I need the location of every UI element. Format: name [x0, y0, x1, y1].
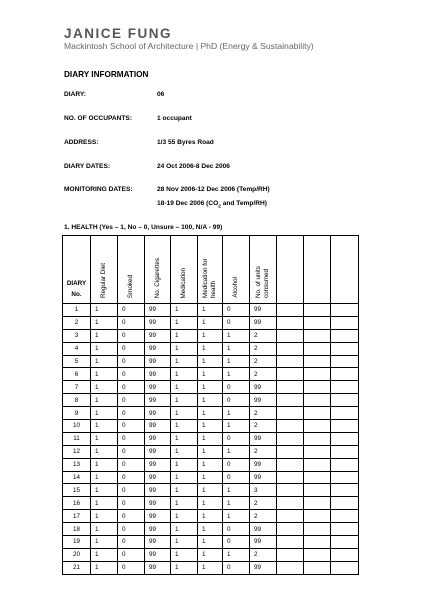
table-cell: 0 [223, 432, 250, 445]
table-cell: 2 [250, 407, 277, 420]
table-cell: 0 [118, 407, 145, 420]
col-header-smoked: Smoked [118, 236, 145, 304]
empty-cell [304, 561, 331, 574]
table-cell: 1 [223, 329, 250, 342]
table-cell: 1 [198, 407, 223, 420]
row-diary-no: 20 [63, 548, 91, 561]
occupants-label: NO. OF OCCUPANTS: [64, 115, 133, 122]
table-cell: 2 [250, 497, 277, 510]
table-cell: 1 [91, 420, 118, 433]
table-cell: 1 [198, 561, 223, 574]
empty-cell [304, 342, 331, 355]
empty-cell [277, 445, 304, 458]
table-cell: 0 [118, 329, 145, 342]
col-header-units-consumed: No. of units consumed [250, 236, 277, 304]
table-cell: 99 [145, 445, 171, 458]
table-cell: 1 [198, 368, 223, 381]
col-header-empty-2 [304, 236, 331, 304]
table-cell: 1 [91, 394, 118, 407]
row-diary-no: 18 [63, 523, 91, 536]
table-cell: 1 [91, 342, 118, 355]
table-cell: 99 [145, 497, 171, 510]
table-cell: 1 [198, 355, 223, 368]
empty-cell [277, 548, 304, 561]
table-cell: 1 [171, 420, 198, 433]
table-cell: 1 [91, 445, 118, 458]
empty-cell [277, 329, 304, 342]
table-cell: 0 [118, 355, 145, 368]
table-cell: 0 [118, 381, 145, 394]
empty-cell [331, 432, 359, 445]
table-cell: 0 [223, 523, 250, 536]
table-cell: 1 [91, 523, 118, 536]
table-cell: 2 [250, 510, 277, 523]
row-diary-no: 13 [63, 458, 91, 471]
table-cell: 99 [145, 329, 171, 342]
empty-cell [304, 471, 331, 484]
table-cell: 1 [198, 342, 223, 355]
table-cell: 99 [145, 355, 171, 368]
table-cell: 1 [171, 536, 198, 549]
author-name: JANICE FUNG [64, 26, 173, 41]
empty-cell [304, 523, 331, 536]
table-cell: 99 [250, 458, 277, 471]
table-row [63, 342, 359, 355]
row-diary-no: 7 [63, 381, 91, 394]
col-header-medication: Medication [171, 236, 198, 304]
empty-cell [331, 381, 359, 394]
table-cell: 0 [223, 471, 250, 484]
table-cell: 1 [171, 304, 198, 317]
table-cell: 1 [223, 420, 250, 433]
col-header-regular-diet: Regular Diet [91, 236, 118, 304]
row-diary-no: 12 [63, 445, 91, 458]
empty-cell [277, 420, 304, 433]
table-cell: 1 [223, 497, 250, 510]
table-cell: 1 [171, 548, 198, 561]
table-cell: 1 [91, 458, 118, 471]
table-cell: 1 [91, 536, 118, 549]
empty-cell [277, 523, 304, 536]
table-cell: 99 [145, 316, 171, 329]
table-cell: 1 [198, 484, 223, 497]
table-cell: 1 [198, 329, 223, 342]
table-cell: 1 [171, 458, 198, 471]
empty-cell [331, 445, 359, 458]
table-cell: 2 [250, 342, 277, 355]
table-cell: 0 [118, 368, 145, 381]
table-cell: 1 [171, 523, 198, 536]
empty-cell [277, 432, 304, 445]
table-cell: 0 [118, 342, 145, 355]
empty-cell [331, 304, 359, 317]
table-cell: 0 [118, 548, 145, 561]
table-cell: 1 [198, 316, 223, 329]
row-diary-no: 9 [63, 407, 91, 420]
table-cell: 1 [198, 471, 223, 484]
empty-cell [304, 394, 331, 407]
table-cell: 0 [118, 458, 145, 471]
row-diary-no: 8 [63, 394, 91, 407]
table-cell: 1 [198, 510, 223, 523]
row-diary-no: 5 [63, 355, 91, 368]
affiliation: Mackintosh School of Architecture | PhD (Energy & Sustainability) [64, 41, 314, 51]
table-cell: 1 [198, 497, 223, 510]
table-cell: 99 [145, 548, 171, 561]
monitoring-dates-label: MONITORING DATES: [64, 186, 133, 193]
row-diary-no: 6 [63, 368, 91, 381]
row-diary-no: 1 [63, 304, 91, 317]
table-cell: 1 [171, 368, 198, 381]
empty-cell [277, 536, 304, 549]
row-diary-no: 19 [63, 536, 91, 549]
table-cell: 2 [250, 355, 277, 368]
occupants-value: 1 occupant [157, 115, 192, 122]
empty-cell [304, 381, 331, 394]
table-cell: 1 [171, 510, 198, 523]
empty-cell [304, 458, 331, 471]
table-cell: 99 [145, 471, 171, 484]
empty-cell [277, 355, 304, 368]
empty-cell [277, 484, 304, 497]
empty-cell [277, 510, 304, 523]
table-cell: 99 [145, 304, 171, 317]
table-cell: 1 [198, 394, 223, 407]
table-cell: 1 [171, 497, 198, 510]
empty-cell [277, 316, 304, 329]
diary-no-header: DIARY No. [63, 236, 91, 304]
table-cell: 99 [250, 304, 277, 317]
monitoring-dates-value-1: 28 Nov 2006-12 Dec 2006 (Temp/RH) [157, 186, 270, 193]
empty-cell [331, 407, 359, 420]
empty-cell [304, 316, 331, 329]
empty-cell [304, 484, 331, 497]
table-cell: 1 [171, 316, 198, 329]
empty-cell [277, 381, 304, 394]
table-cell: 0 [118, 445, 145, 458]
table-cell: 1 [223, 445, 250, 458]
row-diary-no: 14 [63, 471, 91, 484]
table-cell: 1 [171, 561, 198, 574]
table-cell: 1 [198, 381, 223, 394]
table-cell: 1 [171, 445, 198, 458]
table-cell: 1 [171, 342, 198, 355]
table-cell: 1 [91, 316, 118, 329]
table-cell: 0 [118, 432, 145, 445]
table-cell: 99 [145, 381, 171, 394]
table-row [63, 523, 359, 536]
table-cell: 1 [91, 329, 118, 342]
table-cell: 1 [223, 368, 250, 381]
table-cell: 0 [223, 458, 250, 471]
table-cell: 1 [91, 304, 118, 317]
table-cell: 2 [250, 329, 277, 342]
empty-cell [277, 368, 304, 381]
table-cell: 1 [198, 548, 223, 561]
table-cell: 1 [198, 523, 223, 536]
health-section-title: 1. HEALTH (Yes – 1, No – 0, Unsure – 100, N/A - 99) [64, 224, 223, 231]
table-cell: 1 [171, 471, 198, 484]
table-cell: 1 [91, 368, 118, 381]
empty-cell [277, 471, 304, 484]
table-row [63, 548, 359, 561]
table-cell: 99 [145, 536, 171, 549]
table-cell: 1 [171, 355, 198, 368]
table-cell: 1 [91, 510, 118, 523]
row-diary-no: 17 [63, 510, 91, 523]
table-cell: 1 [91, 407, 118, 420]
table-cell: 1 [91, 484, 118, 497]
table-cell: 99 [250, 561, 277, 574]
table-row [63, 484, 359, 497]
table-cell: 1 [198, 458, 223, 471]
table-cell: 0 [118, 523, 145, 536]
table-cell: 0 [118, 536, 145, 549]
empty-cell [304, 368, 331, 381]
table-cell: 99 [145, 394, 171, 407]
table-cell: 1 [171, 329, 198, 342]
row-diary-no: 10 [63, 420, 91, 433]
empty-cell [304, 355, 331, 368]
table-cell: 99 [145, 523, 171, 536]
table-cell: 1 [223, 510, 250, 523]
table-row [63, 561, 359, 574]
diary-label: DIARY: [64, 91, 86, 98]
row-diary-no: 15 [63, 484, 91, 497]
empty-cell [304, 304, 331, 317]
table-cell: 0 [223, 381, 250, 394]
empty-cell [304, 497, 331, 510]
table-cell: 1 [171, 394, 198, 407]
table-row [63, 458, 359, 471]
table-cell: 99 [250, 432, 277, 445]
empty-cell [331, 548, 359, 561]
table-cell: 99 [145, 510, 171, 523]
row-diary-no: 21 [63, 561, 91, 574]
table-cell: 1 [91, 561, 118, 574]
table-cell: 1 [198, 536, 223, 549]
table-cell: 1 [198, 420, 223, 433]
table-cell: 0 [223, 561, 250, 574]
table-cell: 2 [250, 445, 277, 458]
empty-cell [304, 329, 331, 342]
empty-cell [304, 445, 331, 458]
table-row [63, 368, 359, 381]
table-cell: 99 [145, 407, 171, 420]
address-label: ADDRESS: [64, 139, 99, 146]
empty-cell [331, 420, 359, 433]
table-cell: 1 [223, 548, 250, 561]
empty-cell [331, 484, 359, 497]
table-cell: 1 [91, 432, 118, 445]
empty-cell [331, 329, 359, 342]
table-cell: 2 [250, 420, 277, 433]
table-cell: 99 [145, 484, 171, 497]
table-row [63, 445, 359, 458]
empty-cell [304, 407, 331, 420]
table-row [63, 304, 359, 317]
table-row [63, 407, 359, 420]
table-row [63, 316, 359, 329]
table-cell: 1 [223, 355, 250, 368]
table-cell: 99 [250, 316, 277, 329]
monitoring-dates-value-2: 18-19 Dec 2006 ($CO_2$ and Temp/RH) [157, 200, 267, 210]
empty-cell [304, 420, 331, 433]
table-cell: 99 [250, 381, 277, 394]
table-cell: 1 [171, 407, 198, 420]
table-cell: 1 [91, 381, 118, 394]
col-header-no-cigarettes: No. Cigarettes [145, 236, 171, 304]
empty-cell [304, 536, 331, 549]
diary-dates-label: DIARY DATES: [64, 163, 111, 170]
table-row [63, 497, 359, 510]
empty-cell [304, 510, 331, 523]
table-cell: 0 [118, 561, 145, 574]
table-cell: 0 [118, 420, 145, 433]
col-header-alcohol: Alcohol [223, 236, 250, 304]
row-diary-no: 3 [63, 329, 91, 342]
table-cell: 99 [145, 458, 171, 471]
table-cell: 99 [145, 342, 171, 355]
table-row [63, 432, 359, 445]
empty-cell [277, 342, 304, 355]
empty-cell [331, 458, 359, 471]
table-cell: 99 [145, 368, 171, 381]
diary-value: 06 [157, 91, 165, 98]
table-cell: 1 [91, 355, 118, 368]
empty-cell [331, 394, 359, 407]
empty-cell [277, 497, 304, 510]
col-header-medication-for-health: Medication for health [198, 236, 223, 304]
table-cell: 0 [223, 394, 250, 407]
empty-cell [277, 458, 304, 471]
empty-cell [304, 548, 331, 561]
table-row [63, 329, 359, 342]
table-cell: 0 [118, 304, 145, 317]
table-cell: 0 [223, 536, 250, 549]
table-row [63, 471, 359, 484]
empty-cell [277, 407, 304, 420]
section-title: DIARY INFORMATION [64, 70, 149, 79]
table-cell: 0 [118, 394, 145, 407]
table-cell: 0 [118, 497, 145, 510]
table-row [63, 381, 359, 394]
table-cell: 99 [145, 420, 171, 433]
table-cell: 99 [250, 536, 277, 549]
table-cell: 1 [91, 548, 118, 561]
table-cell: 0 [223, 316, 250, 329]
diary-dates-value: 24 Oct 2006-8 Dec 2006 [157, 163, 230, 170]
row-diary-no: 16 [63, 497, 91, 510]
table-cell: 1 [223, 407, 250, 420]
health-diary-table [62, 235, 359, 575]
table-cell: 1 [91, 497, 118, 510]
row-diary-no: 11 [63, 432, 91, 445]
table-cell: 1 [171, 381, 198, 394]
table-cell: 0 [118, 471, 145, 484]
col-header-empty-1 [277, 236, 304, 304]
table-cell: 1 [171, 432, 198, 445]
table-cell: 0 [118, 510, 145, 523]
table-cell: 3 [250, 484, 277, 497]
table-cell: 99 [145, 561, 171, 574]
table-cell: 2 [250, 368, 277, 381]
table-cell: 0 [118, 316, 145, 329]
table-row [63, 355, 359, 368]
table-row [63, 420, 359, 433]
empty-cell [331, 510, 359, 523]
empty-cell [331, 497, 359, 510]
empty-cell [331, 368, 359, 381]
table-row [63, 394, 359, 407]
table-cell: 0 [118, 484, 145, 497]
empty-cell [331, 536, 359, 549]
empty-cell [277, 394, 304, 407]
table-cell: 99 [250, 471, 277, 484]
empty-cell [331, 342, 359, 355]
empty-cell [304, 432, 331, 445]
empty-cell [331, 471, 359, 484]
table-cell: 1 [198, 445, 223, 458]
table-cell: 99 [145, 432, 171, 445]
row-diary-no: 4 [63, 342, 91, 355]
table-cell: 1 [223, 342, 250, 355]
empty-cell [331, 316, 359, 329]
row-diary-no: 2 [63, 316, 91, 329]
empty-cell [331, 355, 359, 368]
table-cell: 99 [250, 394, 277, 407]
table-cell: 2 [250, 548, 277, 561]
empty-cell [277, 304, 304, 317]
table-cell: 0 [223, 304, 250, 317]
table-header-row [63, 236, 359, 304]
table-cell: 1 [91, 471, 118, 484]
empty-cell [331, 561, 359, 574]
table-row [63, 510, 359, 523]
col-header-empty-3 [331, 236, 359, 304]
empty-cell [277, 561, 304, 574]
table-cell: 1 [223, 484, 250, 497]
table-row [63, 536, 359, 549]
address-value: 1/3 55 Byres Road [157, 139, 214, 146]
empty-cell [331, 523, 359, 536]
table-cell: 99 [250, 523, 277, 536]
table-cell: 1 [171, 484, 198, 497]
table-cell: 1 [198, 304, 223, 317]
table-cell: 1 [198, 432, 223, 445]
